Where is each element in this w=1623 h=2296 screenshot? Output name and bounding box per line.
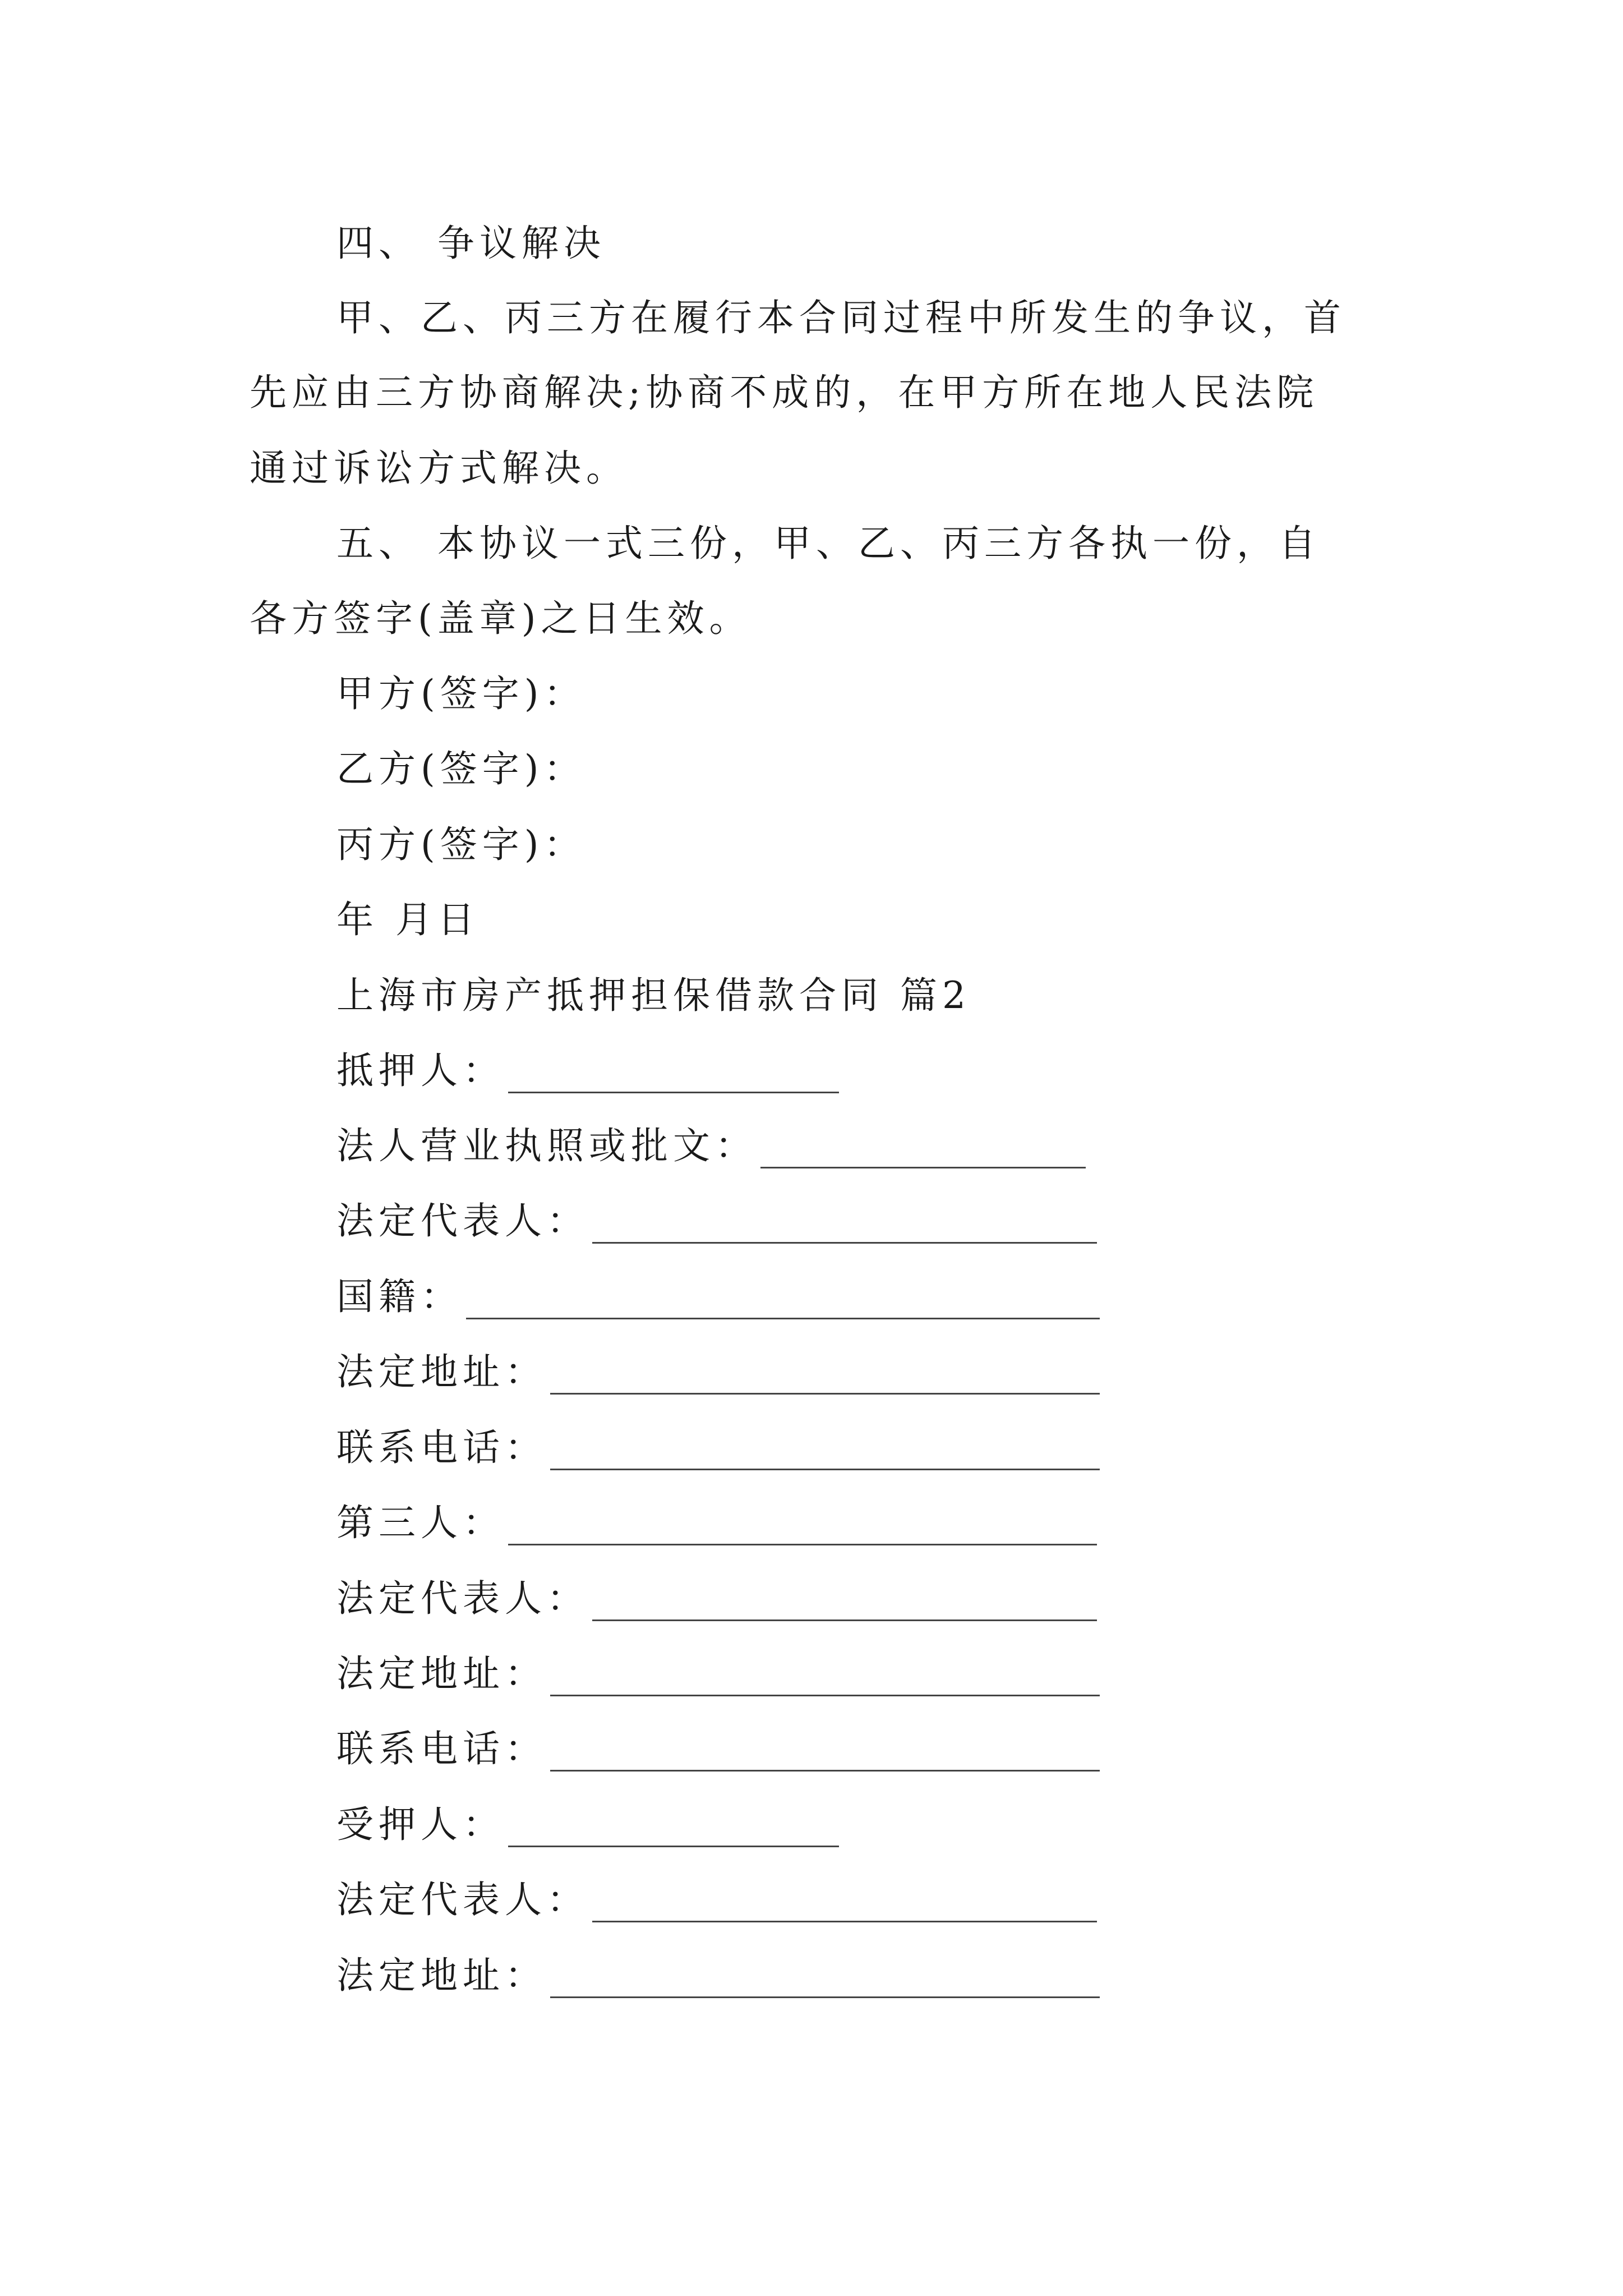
field-label: 法定代表人： (336, 1199, 589, 1243)
form-field (336, 1274, 1100, 1319)
form-field (336, 1802, 839, 1847)
signature-line-party-b: 乙方(签字)： (336, 747, 586, 790)
field-label: 受押人： (336, 1803, 505, 1846)
field-label: 联系电话： (336, 1426, 547, 1469)
paragraph-line: 五、 本协议一式三份，甲、乙、丙三方各执一份，自 (336, 522, 1321, 565)
field-label: 抵押人： (336, 1049, 505, 1092)
field-blank-line[interactable] (592, 1588, 1097, 1621)
form-field (336, 1727, 1100, 1772)
field-blank-line[interactable] (508, 1060, 839, 1093)
signature-line-party-c: 丙方(签字)： (336, 823, 586, 866)
field-label: 第三人： (336, 1501, 505, 1544)
form-field (336, 1501, 1097, 1545)
field-blank-line[interactable] (550, 1738, 1100, 1772)
field-blank-line[interactable] (592, 1889, 1097, 1922)
field-blank-line[interactable] (550, 1965, 1100, 1998)
form-field (336, 1199, 1097, 1244)
field-blank-line[interactable] (550, 1361, 1100, 1395)
field-blank-line[interactable] (760, 1135, 1086, 1168)
form-field (336, 1048, 839, 1093)
section-four-heading: 四、 争议解决 (336, 222, 606, 265)
field-blank-line[interactable] (550, 1437, 1100, 1470)
field-label: 国籍： (336, 1275, 463, 1318)
field-blank-line[interactable] (508, 1512, 1097, 1545)
form-field (336, 1124, 1086, 1168)
field-blank-line[interactable] (466, 1286, 1100, 1319)
paragraph-line: 通过诉讼方式解决。 (250, 447, 628, 490)
form-field (336, 1878, 1097, 1922)
field-label: 法定代表人： (336, 1878, 589, 1921)
field-blank-line[interactable] (592, 1211, 1097, 1244)
field-label: 法人营业执照或批文： (336, 1124, 757, 1167)
form-field (336, 1651, 1100, 1696)
form-field (336, 1953, 1100, 1998)
date-line: 年 月日 (336, 898, 479, 941)
paragraph-line: 甲、乙、丙三方在履行本合同过程中所发生的争议，首 (336, 296, 1346, 339)
field-label: 法定代表人： (336, 1577, 589, 1620)
field-label: 法定地址： (336, 1652, 547, 1695)
field-label: 法定地址： (336, 1954, 547, 1997)
signature-line-party-a: 甲方(签字)： (336, 672, 586, 715)
form-field (336, 1576, 1097, 1621)
field-label: 法定地址： (336, 1350, 547, 1393)
field-blank-line[interactable] (550, 1663, 1100, 1696)
form-field (336, 1350, 1100, 1395)
paragraph-line: 各方签字(盖章)之日生效。 (250, 597, 751, 640)
field-blank-line[interactable] (508, 1814, 839, 1847)
field-label: 联系电话： (336, 1727, 547, 1770)
paragraph-line: 先应由三方协商解决;协商不成的，在甲方所在地人民法院 (250, 371, 1319, 414)
contract-title: 上海市房产抵押担保借款合同 篇2 (336, 974, 971, 1017)
form-field (336, 1425, 1100, 1470)
